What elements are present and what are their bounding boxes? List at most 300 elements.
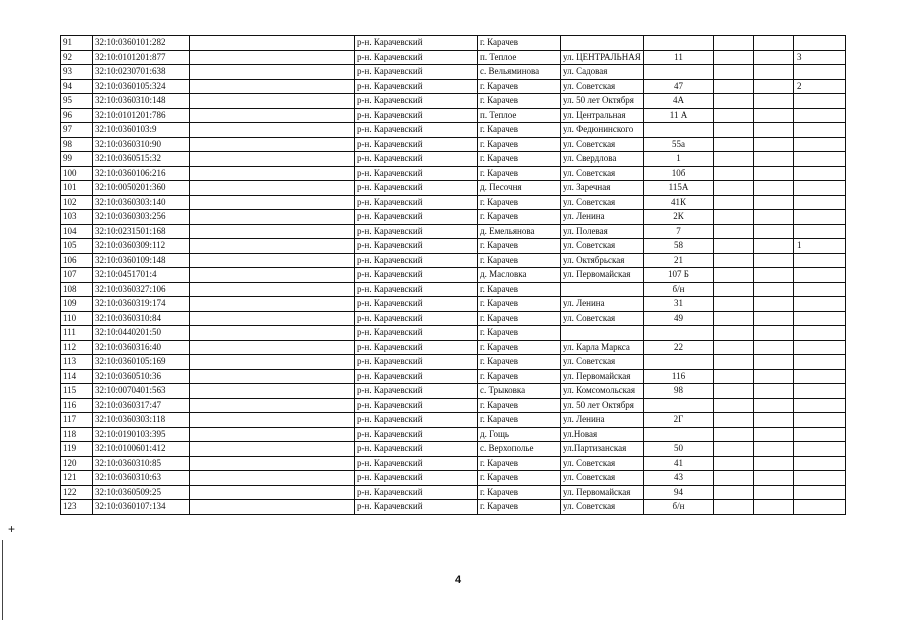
cell-blank1	[190, 471, 355, 486]
table-row	[61, 108, 846, 123]
cell-district: р-н. Карачевский	[355, 224, 478, 239]
table-row	[61, 442, 846, 457]
cell-extra	[794, 500, 846, 515]
cell-street: ул. Советская	[561, 471, 644, 486]
cell-locality: г. Карачев	[478, 297, 561, 312]
cell-no: 94	[61, 79, 93, 94]
cell-cadastral: 32:10:0230701:638	[93, 65, 190, 80]
cell-house: 1	[644, 152, 714, 167]
cell-cadastral: 32:10:0451701:4	[93, 268, 190, 283]
cell-blank2	[714, 442, 754, 457]
cell-cadastral: 32:10:0360105:169	[93, 355, 190, 370]
cell-blank3	[754, 36, 794, 51]
cell-cadastral: 32:10:0360510:36	[93, 369, 190, 384]
table-row	[61, 210, 846, 225]
table-row	[61, 282, 846, 297]
cell-house: 94	[644, 485, 714, 500]
cell-locality: п. Теплое	[478, 108, 561, 123]
cell-house: 47	[644, 79, 714, 94]
cell-extra	[794, 224, 846, 239]
cell-blank3	[754, 282, 794, 297]
cell-cadastral: 32:10:0360509:25	[93, 485, 190, 500]
table-row	[61, 297, 846, 312]
cell-extra	[794, 384, 846, 399]
cell-district: р-н. Карачевский	[355, 152, 478, 167]
table-row	[61, 456, 846, 471]
cell-locality: г. Карачев	[478, 340, 561, 355]
cell-blank3	[754, 311, 794, 326]
cell-blank2	[714, 36, 754, 51]
cell-street: ул. Полевая	[561, 224, 644, 239]
cell-cadastral: 32:10:0440201:50	[93, 326, 190, 341]
cell-house: 107 Б	[644, 268, 714, 283]
cell-street: ул.Партизанская	[561, 442, 644, 457]
cell-blank3	[754, 166, 794, 181]
cell-no: 111	[61, 326, 93, 341]
table-row	[61, 326, 846, 341]
table-row	[61, 268, 846, 283]
cell-locality: п. Теплое	[478, 50, 561, 65]
cell-cadastral: 32:10:0070401:563	[93, 384, 190, 399]
table-row	[61, 50, 846, 65]
cell-blank1	[190, 500, 355, 515]
cell-no: 96	[61, 108, 93, 123]
cell-no: 112	[61, 340, 93, 355]
cell-blank1	[190, 195, 355, 210]
cell-blank1	[190, 94, 355, 109]
cell-house	[644, 326, 714, 341]
cell-blank2	[714, 94, 754, 109]
cell-district: р-н. Карачевский	[355, 65, 478, 80]
cell-blank2	[714, 282, 754, 297]
cell-district: р-н. Карачевский	[355, 195, 478, 210]
cell-blank3	[754, 384, 794, 399]
cell-locality: д. Гощь	[478, 427, 561, 442]
cell-no: 118	[61, 427, 93, 442]
cell-blank1	[190, 485, 355, 500]
cell-blank1	[190, 282, 355, 297]
cell-blank3	[754, 471, 794, 486]
cell-blank1	[190, 355, 355, 370]
cell-blank3	[754, 442, 794, 457]
table-row	[61, 166, 846, 181]
cell-house: б/н	[644, 282, 714, 297]
cell-blank3	[754, 65, 794, 80]
cell-street	[561, 36, 644, 51]
table-row	[61, 355, 846, 370]
cell-blank1	[190, 152, 355, 167]
cell-street: ул. Советская	[561, 79, 644, 94]
cell-house: 2К	[644, 210, 714, 225]
cell-no: 110	[61, 311, 93, 326]
cell-blank3	[754, 152, 794, 167]
cell-district: р-н. Карачевский	[355, 239, 478, 254]
cell-blank2	[714, 181, 754, 196]
cell-extra	[794, 166, 846, 181]
cell-district: р-н. Карачевский	[355, 471, 478, 486]
cell-street: ул. Свердлова	[561, 152, 644, 167]
cell-street: ул. Советская	[561, 355, 644, 370]
cell-locality: г. Карачев	[478, 137, 561, 152]
table-row	[61, 123, 846, 138]
cell-house: 22	[644, 340, 714, 355]
cell-locality: г. Карачев	[478, 311, 561, 326]
cell-street: ул. Советская	[561, 166, 644, 181]
cell-blank2	[714, 137, 754, 152]
cell-street: ул. Федюнинского	[561, 123, 644, 138]
cell-extra	[794, 369, 846, 384]
cell-district: р-н. Карачевский	[355, 79, 478, 94]
cell-street: ул. 50 лет Октября	[561, 94, 644, 109]
table-row	[61, 79, 846, 94]
cell-extra	[794, 427, 846, 442]
cell-blank2	[714, 239, 754, 254]
cell-cadastral: 32:10:0360303:118	[93, 413, 190, 428]
cell-no: 115	[61, 384, 93, 399]
cell-locality: г. Карачев	[478, 456, 561, 471]
cell-street: ул. Карла Маркса	[561, 340, 644, 355]
cell-house: 7	[644, 224, 714, 239]
cell-blank2	[714, 384, 754, 399]
cell-cadastral: 32:10:0100601:412	[93, 442, 190, 457]
cell-house: 43	[644, 471, 714, 486]
cell-extra	[794, 152, 846, 167]
cell-blank3	[754, 224, 794, 239]
cell-district: р-н. Карачевский	[355, 94, 478, 109]
cell-street: ул. Советская	[561, 195, 644, 210]
cell-district: р-н. Карачевский	[355, 340, 478, 355]
cell-blank2	[714, 471, 754, 486]
cell-no: 92	[61, 50, 93, 65]
cell-locality: г. Карачев	[478, 152, 561, 167]
table-row	[61, 181, 846, 196]
cell-blank2	[714, 355, 754, 370]
cell-blank1	[190, 123, 355, 138]
cell-blank1	[190, 442, 355, 457]
cell-cadastral: 32:10:0360303:140	[93, 195, 190, 210]
table-row	[61, 253, 846, 268]
cell-blank3	[754, 123, 794, 138]
cell-cadastral: 32:10:0360310:63	[93, 471, 190, 486]
cell-district: р-н. Карачевский	[355, 442, 478, 457]
cell-no: 113	[61, 355, 93, 370]
cell-house: 41К	[644, 195, 714, 210]
table-row	[61, 500, 846, 515]
page-number: 4	[455, 574, 462, 586]
table-row	[61, 311, 846, 326]
cell-cadastral: 32:10:0101201:786	[93, 108, 190, 123]
cell-district: р-н. Карачевский	[355, 413, 478, 428]
cell-blank2	[714, 398, 754, 413]
cell-no: 104	[61, 224, 93, 239]
cell-blank1	[190, 79, 355, 94]
cell-no: 114	[61, 369, 93, 384]
cell-blank1	[190, 65, 355, 80]
cell-cadastral: 32:10:0360317:47	[93, 398, 190, 413]
cell-extra: 3	[794, 50, 846, 65]
cell-no: 101	[61, 181, 93, 196]
cell-locality: д. Масловка	[478, 268, 561, 283]
cell-cadastral: 32:10:0360310:90	[93, 137, 190, 152]
cell-cadastral: 32:10:0360310:148	[93, 94, 190, 109]
cell-extra	[794, 195, 846, 210]
cell-no: 98	[61, 137, 93, 152]
cell-locality: г. Карачев	[478, 210, 561, 225]
cell-locality: г. Карачев	[478, 79, 561, 94]
cell-blank2	[714, 500, 754, 515]
cell-extra	[794, 36, 846, 51]
cell-house	[644, 123, 714, 138]
cell-street: ул. Советская	[561, 137, 644, 152]
cell-house: 21	[644, 253, 714, 268]
cell-blank1	[190, 297, 355, 312]
cell-street: ул. Советская	[561, 456, 644, 471]
cell-blank3	[754, 137, 794, 152]
cell-locality: д. Емельянова	[478, 224, 561, 239]
cell-cadastral: 32:10:0360101:282	[93, 36, 190, 51]
cell-house: 49	[644, 311, 714, 326]
cell-blank1	[190, 340, 355, 355]
cell-cadastral: 32:10:0360105:324	[93, 79, 190, 94]
cell-extra: 2	[794, 79, 846, 94]
cell-locality: г. Карачев	[478, 166, 561, 181]
cell-street: ул.Новая	[561, 427, 644, 442]
cell-blank2	[714, 108, 754, 123]
cell-blank1	[190, 137, 355, 152]
cell-blank3	[754, 268, 794, 283]
cell-blank2	[714, 123, 754, 138]
cell-extra	[794, 413, 846, 428]
cell-street: ул. Первомайская	[561, 485, 644, 500]
cell-no: 100	[61, 166, 93, 181]
cell-house	[644, 36, 714, 51]
cell-locality: г. Карачев	[478, 253, 561, 268]
cell-blank1	[190, 369, 355, 384]
cell-blank3	[754, 108, 794, 123]
cell-house: 50	[644, 442, 714, 457]
cell-blank3	[754, 239, 794, 254]
table-row	[61, 152, 846, 167]
cell-district: р-н. Карачевский	[355, 427, 478, 442]
cell-district: р-н. Карачевский	[355, 398, 478, 413]
cell-extra	[794, 340, 846, 355]
cell-blank1	[190, 326, 355, 341]
cell-street	[561, 326, 644, 341]
table-row	[61, 384, 846, 399]
cell-district: р-н. Карачевский	[355, 311, 478, 326]
cell-no: 108	[61, 282, 93, 297]
cell-cadastral: 32:10:0190103:395	[93, 427, 190, 442]
cell-blank3	[754, 500, 794, 515]
page-edge-line	[2, 540, 3, 620]
cell-street: ул. Первомайская	[561, 268, 644, 283]
cell-blank3	[754, 427, 794, 442]
cell-blank3	[754, 297, 794, 312]
cell-cadastral: 32:10:0231501:168	[93, 224, 190, 239]
cell-street: ул. Октябрьская	[561, 253, 644, 268]
cell-blank2	[714, 210, 754, 225]
cell-blank3	[754, 253, 794, 268]
cell-no: 95	[61, 94, 93, 109]
cell-blank3	[754, 369, 794, 384]
cell-locality: г. Карачев	[478, 485, 561, 500]
cell-cadastral: 32:10:0360309:112	[93, 239, 190, 254]
cell-street: ул. Комсомольская	[561, 384, 644, 399]
cell-cadastral: 32:10:0360303:256	[93, 210, 190, 225]
cell-locality: г. Карачев	[478, 398, 561, 413]
cell-locality: с. Трыковка	[478, 384, 561, 399]
cell-cadastral: 32:10:0360107:134	[93, 500, 190, 515]
cell-district: р-н. Карачевский	[355, 50, 478, 65]
cell-cadastral: 32:10:0360327:106	[93, 282, 190, 297]
cell-cadastral: 32:10:0360316:40	[93, 340, 190, 355]
cell-district: р-н. Карачевский	[355, 268, 478, 283]
cell-blank3	[754, 181, 794, 196]
cell-cadastral: 32:10:0360319:174	[93, 297, 190, 312]
cell-blank3	[754, 340, 794, 355]
cell-district: р-н. Карачевский	[355, 210, 478, 225]
cell-cadastral: 32:10:0360109:148	[93, 253, 190, 268]
cell-street: ул. 50 лет Октября	[561, 398, 644, 413]
cell-extra	[794, 181, 846, 196]
table-row	[61, 427, 846, 442]
cell-blank3	[754, 210, 794, 225]
cell-locality: с. Верхополье	[478, 442, 561, 457]
cell-house: 116	[644, 369, 714, 384]
cell-street: ул. Советская	[561, 500, 644, 515]
table-row	[61, 195, 846, 210]
cell-house: 2Г	[644, 413, 714, 428]
cell-locality: г. Карачев	[478, 500, 561, 515]
cell-district: р-н. Карачевский	[355, 181, 478, 196]
cell-locality: г. Карачев	[478, 239, 561, 254]
cell-street: ул. Советская	[561, 311, 644, 326]
cell-extra	[794, 471, 846, 486]
margin-mark: +	[8, 522, 16, 536]
cell-no: 97	[61, 123, 93, 138]
cell-blank2	[714, 456, 754, 471]
cell-no: 99	[61, 152, 93, 167]
cell-blank1	[190, 456, 355, 471]
cell-blank2	[714, 311, 754, 326]
cell-extra	[794, 108, 846, 123]
cell-extra	[794, 355, 846, 370]
cell-district: р-н. Карачевский	[355, 500, 478, 515]
cell-blank3	[754, 94, 794, 109]
cell-locality: г. Карачев	[478, 123, 561, 138]
cell-blank2	[714, 253, 754, 268]
cell-extra: 1	[794, 239, 846, 254]
table-row	[61, 94, 846, 109]
cell-extra	[794, 137, 846, 152]
cell-house	[644, 398, 714, 413]
cell-blank3	[754, 355, 794, 370]
table-body	[61, 36, 846, 515]
cell-blank1	[190, 398, 355, 413]
cell-blank2	[714, 152, 754, 167]
cell-street: ул. Ленина	[561, 210, 644, 225]
cell-cadastral: 32:10:0050201:360	[93, 181, 190, 196]
cell-no: 91	[61, 36, 93, 51]
cell-no: 117	[61, 413, 93, 428]
cell-house: 11 А	[644, 108, 714, 123]
cell-extra	[794, 65, 846, 80]
cell-district: р-н. Карачевский	[355, 384, 478, 399]
table-row	[61, 239, 846, 254]
cell-blank2	[714, 50, 754, 65]
cell-district: р-н. Карачевский	[355, 123, 478, 138]
cell-cadastral: 32:10:0360310:85	[93, 456, 190, 471]
cell-locality: г. Карачев	[478, 355, 561, 370]
cell-no: 93	[61, 65, 93, 80]
cell-blank2	[714, 485, 754, 500]
table-row	[61, 65, 846, 80]
table-row	[61, 413, 846, 428]
cell-extra	[794, 311, 846, 326]
cell-house: 58	[644, 239, 714, 254]
cell-blank1	[190, 108, 355, 123]
cell-no: 106	[61, 253, 93, 268]
cell-district: р-н. Карачевский	[355, 297, 478, 312]
cell-street: ул. Садовая	[561, 65, 644, 80]
cell-district: р-н. Карачевский	[355, 355, 478, 370]
cell-blank1	[190, 36, 355, 51]
cell-extra	[794, 123, 846, 138]
cell-no: 119	[61, 442, 93, 457]
cell-locality: г. Карачев	[478, 413, 561, 428]
cell-locality: д. Песочня	[478, 181, 561, 196]
cell-street: ул. Центральная	[561, 108, 644, 123]
cell-cadastral: 32:10:0101201:877	[93, 50, 190, 65]
table-row	[61, 485, 846, 500]
cell-house: 10б	[644, 166, 714, 181]
cell-street: ул. Ленина	[561, 413, 644, 428]
cell-street: ул. Советская	[561, 239, 644, 254]
cell-locality: г. Карачев	[478, 471, 561, 486]
cell-house: 4А	[644, 94, 714, 109]
cell-no: 123	[61, 500, 93, 515]
cell-no: 109	[61, 297, 93, 312]
cell-blank1	[190, 210, 355, 225]
cell-no: 105	[61, 239, 93, 254]
cell-district: р-н. Карачевский	[355, 369, 478, 384]
cell-blank2	[714, 268, 754, 283]
cell-locality: г. Карачев	[478, 282, 561, 297]
table-row	[61, 137, 846, 152]
cell-blank2	[714, 65, 754, 80]
cell-house: 55а	[644, 137, 714, 152]
cell-blank2	[714, 427, 754, 442]
cell-blank1	[190, 239, 355, 254]
table-row	[61, 398, 846, 413]
parcel-table	[60, 35, 846, 515]
cell-blank1	[190, 311, 355, 326]
cell-blank3	[754, 79, 794, 94]
cell-blank3	[754, 326, 794, 341]
table-row	[61, 36, 846, 51]
cell-no: 102	[61, 195, 93, 210]
cell-extra	[794, 326, 846, 341]
cell-blank2	[714, 224, 754, 239]
cell-no: 122	[61, 485, 93, 500]
cell-blank1	[190, 181, 355, 196]
cell-blank1	[190, 224, 355, 239]
cell-blank3	[754, 485, 794, 500]
cell-blank3	[754, 456, 794, 471]
cell-house	[644, 355, 714, 370]
cell-house: 115А	[644, 181, 714, 196]
cell-district: р-н. Карачевский	[355, 137, 478, 152]
